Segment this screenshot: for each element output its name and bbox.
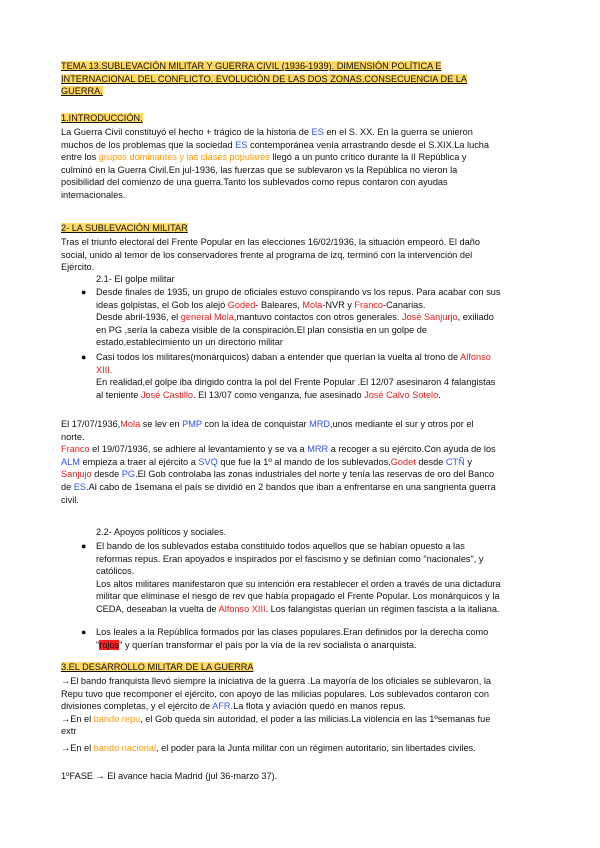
name-franco: Franco — [354, 299, 384, 310]
section-2-intro — [61, 236, 539, 274]
bullet-icon: ● — [81, 352, 87, 362]
text-line: posibilidad del comienzo de una guerra.Tanto los sublevados como repus contaron con ayudas — [61, 177, 448, 188]
section-2-paragraph — [61, 418, 539, 506]
abbr-alm: ALM — [61, 456, 80, 467]
text: -Canarias. — [383, 299, 426, 310]
text-line: reformas repus. Eran apoyados e inspirados por el fascismo y se definían como "nacionales", y — [96, 553, 484, 564]
name-franco: Franco — [61, 444, 90, 455]
text: ,mantuvo contactos con otros generales. — [233, 312, 402, 323]
text: " y querían transformar el país por la vía de la rev socialista o anarquista. — [119, 639, 417, 650]
name-mola: Mola — [302, 299, 323, 310]
title-line-3: GUERRA. — [61, 86, 103, 97]
abbr-afr: AFR — [212, 701, 231, 712]
text: .La flota y aviación quedó en manos repus. — [230, 701, 406, 712]
text: . El 13/07 como venganza, fue asesinado — [193, 389, 365, 400]
text: llegó a un punto crítico durante la II República y — [269, 152, 467, 163]
subsection-2-2-title: 2.2- Apoyos políticos y sociales. — [96, 527, 227, 537]
highlighted-rojos: rojos — [99, 639, 120, 650]
text: CEDA, deseaban la vuelta de — [96, 603, 219, 614]
text-line: militar que eliminase el riesgo de rev que había propagado el Frente Popular. Los monárquicos y la — [96, 591, 500, 602]
text: .El Gob controlaba las zonas industriales del norte y tenía las reservas de oro del Banco — [135, 469, 495, 480]
text: y — [464, 456, 472, 467]
section-1-paragraph — [61, 126, 539, 202]
abbr-ctn: CTÑ — [445, 456, 465, 467]
text-line — [61, 151, 539, 164]
abbr-pg: PG — [121, 469, 136, 480]
text-line: extr — [61, 726, 77, 737]
section-1-heading — [61, 112, 143, 125]
text: en el S. XX. En la guerra se unieron — [323, 127, 473, 137]
text-line: social, unido al temor de los conservadores frente al programa de izq, terminó con la intervención del — [61, 249, 473, 260]
text-line: Ejército. — [61, 262, 95, 273]
highlighted-phrase: grupos dominantes y las clases populares — [98, 152, 270, 163]
text-line: En realidad,el golpe iba dirigido contra la pol del Frente Popular .El 12/07 asesinaron 4 falangistas — [96, 377, 496, 388]
name-alfonso: Alfonso — [460, 352, 491, 362]
document-title — [61, 60, 539, 98]
name-sanjujo: Sanjujo — [61, 469, 92, 480]
text: .Al cabo de 1semana el país se dividió en 2 bandos que iban a enfrentarse en una sangrienta guerra — [86, 481, 496, 492]
text-line — [61, 126, 539, 139]
text-line: norte. — [61, 431, 85, 442]
bullet-2 — [96, 351, 539, 401]
text-line: Los altos militares manifestaron que su intención era restablecer el orden a través de una dictadura — [96, 578, 501, 589]
text: El 17/07/1936, — [61, 419, 121, 429]
text: " — [96, 639, 100, 650]
text-line: en PG ,sería la cabeza visible de la conspiración.El plan consistía en un golpe de — [96, 324, 427, 335]
bullet-3 — [96, 540, 539, 616]
text-line: →El bando franquista llevó siempre la iniciativa de la guerra .La mayoría de los oficiales se sublevaron, la — [61, 676, 492, 686]
text: se lev en — [140, 419, 183, 429]
section-3-heading-text: 3.EL DESARROLLO MILITAR DE LA GUERRA — [61, 662, 254, 672]
text: contemporánea venía arrastrando desde el S.XIX.La lucha — [247, 139, 490, 150]
bullet-4 — [96, 626, 539, 651]
text-line: Desde finales de 1935, un grupo de oficiales estuvo conspirando vs los repus. Para acabar con sus — [96, 287, 501, 297]
section-3-heading — [61, 661, 253, 674]
section-2-heading-text: 2- LA SUBLEVACIÓN MILITAR — [61, 223, 188, 233]
name-alfonso: Alfonso XIII — [218, 603, 266, 614]
text: La Guerra Civil constituyó el hecho + trágico de la historia de — [61, 127, 312, 137]
text: - Baleares, — [255, 299, 303, 310]
bullet-icon: ● — [81, 627, 87, 637]
text: , el poder para la Junta militar con un régimen autoritario, sin libertades civiles. — [156, 742, 476, 753]
text-line: civil. — [61, 494, 79, 505]
bando-repu: bando repu — [93, 713, 141, 724]
section-1-heading-text: 1.INTRODUCCIÓN. — [61, 113, 143, 123]
abbr-mrd: MRD — [309, 419, 331, 429]
text: desde — [91, 469, 122, 480]
text: . Los falangistas querían un régimen fascista a la italiana. — [265, 603, 500, 614]
abbr-es: ES — [311, 127, 324, 137]
text: muchos de los problemas que la sociedad — [61, 139, 236, 150]
text: divisiones completas, y el ejército de — [61, 701, 213, 712]
text: de — [61, 481, 74, 492]
name-mola: Mola — [120, 419, 141, 429]
text: que fue la 1º al mando de los sublevados. — [217, 456, 391, 467]
title-line-1: TEMA 13.SUBLEVACIÓN MILITAR Y GUERRA CIVIL (1936-1939). DIMENSIÓN POLÍTICA E — [61, 61, 442, 71]
phase-1-line: 1ºFASE → El avance hacia Madrid (jul 36-marzo 37). — [61, 771, 278, 781]
text: ideas golpistas, el Gob los alejó — [96, 299, 228, 310]
text: →En el — [61, 742, 94, 753]
abbr-es: ES — [235, 139, 248, 150]
name-godet: Godet — [390, 456, 416, 467]
text-line — [61, 139, 539, 152]
name-castillo: José Castillo — [140, 389, 194, 400]
text: entre los — [61, 152, 99, 163]
abbr-svq: SVQ — [198, 456, 218, 467]
bullet-1 — [96, 286, 539, 349]
text-line: Repu tuvo que recomponer el ejército, con apoyo de las milicias populares. Los sublevados contaron con — [61, 688, 489, 699]
text: , exiliado — [457, 312, 494, 323]
text: . — [438, 389, 441, 400]
text: desde — [415, 456, 446, 467]
name-sanjurjo: José Sanjurjo — [401, 312, 458, 323]
bullet-icon: ● — [81, 541, 87, 551]
text: con la idea de conquistar — [201, 419, 310, 429]
text-line: El bando de los sublevados estaba constituido todos aquellos que se habían opuesto a las — [96, 541, 465, 551]
text-line: estado,establecimiento un un directorio militar — [96, 337, 283, 348]
section-3-paragraph — [61, 675, 539, 755]
name-general-mola: general Mola — [180, 312, 234, 323]
text: , el Gob queda sin autoridad, el poder a las milicias.La violencia en las 1ºsemanas fue — [140, 713, 491, 724]
text: empieza a traer al ejército a — [79, 456, 199, 467]
abbr-es: ES — [73, 481, 87, 492]
title-line-2: INTERNACIONAL DEL CONFLICTO. EVOLUCIÓN DE LAS DOS ZONAS.CONSECUENCIA DE LA — [61, 73, 468, 84]
abbr-pmp: PMP — [182, 419, 202, 429]
subsection-2-1-title: 2.1- El golpe militar — [96, 274, 175, 284]
text-line: Tras el triunfo electoral del Frente Popular en las elecciones 16/02/1936, la situación empeoró. El daño — [61, 237, 480, 247]
text-line: Los leales a la República formados por las clases populares.Eran definidos por la derecha como — [96, 627, 489, 637]
bando-nacional: bando nacional — [93, 742, 157, 753]
text: →En el — [61, 713, 94, 724]
bullet-icon: ● — [81, 287, 87, 297]
name-calvo-sotelo: José Calvo Sotelo — [364, 389, 439, 400]
name-goded: Goded — [227, 299, 256, 310]
text: Casi todos los militares(monárquicos) daban a entender que querían la vuelta al trono de — [96, 352, 461, 362]
text: a recoger a su ejército.Con ayuda de los — [328, 444, 496, 455]
text: ,unos mediante el sur y otros por el — [330, 419, 474, 429]
text: al teniente — [96, 389, 141, 400]
text: el 19/07/1936, se adhiere al levantamiento y se va a — [89, 444, 308, 455]
abbr-mrr: MRR — [307, 444, 329, 455]
text-line: XIII. — [96, 364, 113, 375]
text-line: internacionales. — [61, 189, 126, 200]
text: -NVR y — [322, 299, 355, 310]
text-line: culminó en la Guerra Civil.En jul-1936, las fuerzas que se sublevaron vs la República no vieron la — [61, 164, 458, 175]
text: Desde abril-1936, el — [96, 312, 181, 323]
text-line: católicos. — [96, 566, 135, 577]
section-2-heading — [61, 222, 188, 235]
